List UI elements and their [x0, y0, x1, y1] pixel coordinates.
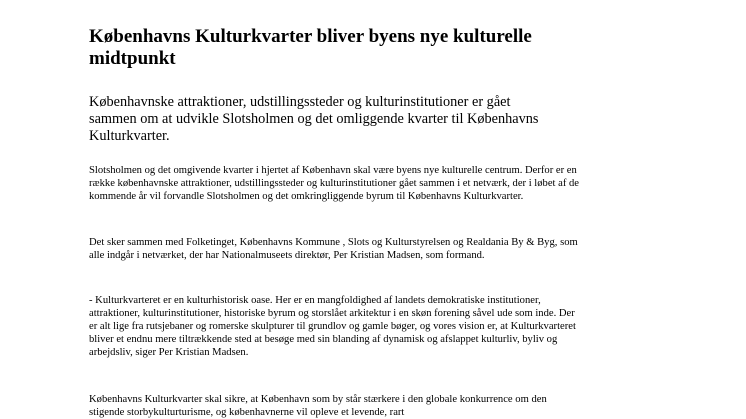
- article-title: Københavns Kulturkvarter bliver byens nye kulturelle midtpunkt: [89, 26, 532, 69]
- body-paragraph: Det sker sammen med Folketinget, Københavns Kommune , Slots og Kulturstyrelsen og Realdania By & Byg, som alle indgår i netværket, der har Nationalmuseets direktør, Per Kristian Madsen, som formand.: [89, 237, 578, 261]
- body-paragraph: - Kulturkvarteret er en kulturhistorisk oase. Her er en mangfoldighed af landets demokratiske institutioner, attraktioner, kulturinstitutioner, historiske byrum og storslået arkitektur i en skøn forening såvel ude som inde. Der er alt lige fra rutsjebaner og romerske skulpturer til grundlov og gamle bøger, og vores vision er, at Kulturkvarteret bliver et endnu mere tiltrækkende sted at besøge med sin blanding af dynamisk og afslappet kulturliv, byliv og arbejdsliv, siger Per Kristian Madsen.: [89, 295, 576, 358]
- article-lead: Københavnske attraktioner, udstillingssteder og kulturinstitutioner er gået sammen om at udvikle Slotsholmen og det omliggende kvarter til Københavns Kulturkvarter.: [89, 94, 539, 144]
- body-paragraph: Københavns Kulturkvarter skal sikre, at København som by står stærkere i den globale konkurrence om den stigende storbykulturturisme, og københavnerne vil opleve et levende, rart: [89, 394, 547, 418]
- body-paragraph: Slotsholmen og det omgivende kvarter i hjertet af København skal være byens nye kulturelle centrum. Derfor er en række københavnske attraktioner, udstillingssteder og kulturinstitutioner gået sammen i et netværk, der i løbet af de kommende år vil forvandle Slotsholmen og det omkringliggende byrum til Københavns Kulturkvarter.: [89, 165, 580, 202]
